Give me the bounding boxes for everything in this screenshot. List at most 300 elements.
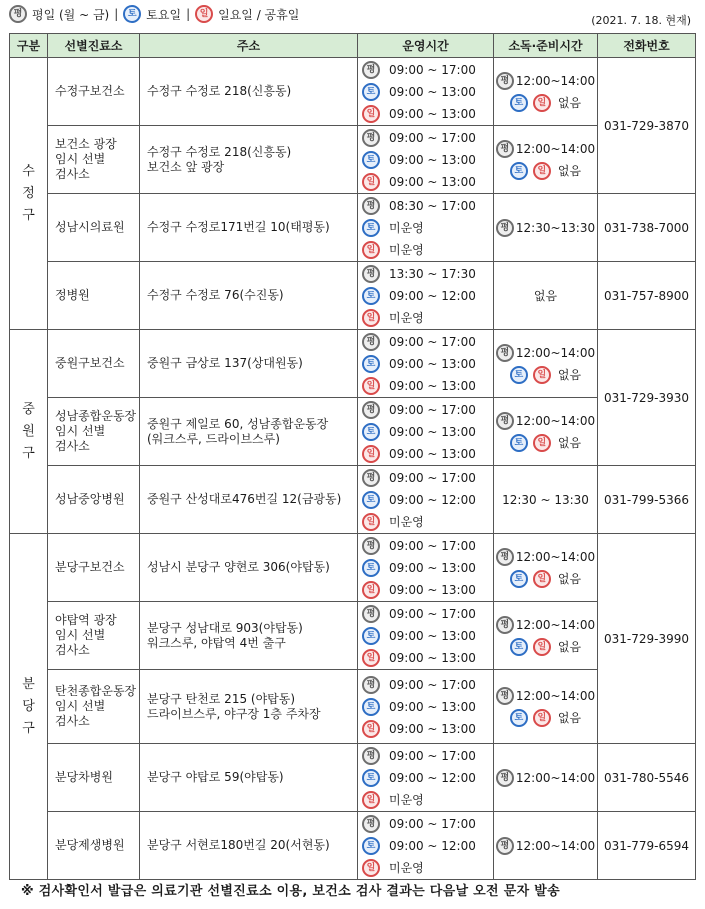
hours-saturday <box>358 81 493 103</box>
disinfection-weekend <box>510 568 581 590</box>
clinic-name: 탄천종합운동장 <box>55 684 137 698</box>
clinic-name: 임시 선별 <box>55 699 106 713</box>
weekday-icon: 평 <box>496 412 514 430</box>
disinfection-weekend-value: 없음 <box>557 368 582 382</box>
disinfection-value: 없음 <box>533 289 558 303</box>
district-label-char: 당 <box>22 698 35 714</box>
weekday-icon: 평 <box>496 616 514 634</box>
hours-holiday-value: 09:00 ~ 13:00 <box>389 106 476 121</box>
district-label-char: 분 <box>22 676 35 692</box>
address-line: 분당구 서현로180번길 20(서현동) <box>147 838 330 852</box>
hours-holiday <box>358 789 493 811</box>
header-hours: 운영시간 <box>358 34 494 58</box>
disinfection-weekday <box>496 70 595 92</box>
hours-saturday-value: 09:00 ~ 13:00 <box>389 628 476 643</box>
saturday-icon: 토 <box>362 151 380 169</box>
phone-cell <box>598 58 696 194</box>
clinic-name: 성남중앙병원 <box>55 492 125 506</box>
hours-saturday <box>358 696 493 718</box>
hours-cell <box>358 58 494 126</box>
hours-cell <box>358 744 494 812</box>
district-cell <box>10 58 48 330</box>
holiday-icon: 일 <box>195 5 213 23</box>
disinfection-cell <box>494 744 598 812</box>
disinfection-weekend <box>510 707 581 729</box>
saturday-icon: 토 <box>510 638 528 656</box>
hours-weekday-value: 09:00 ~ 17:00 <box>389 816 476 831</box>
hours-holiday-value: 미운영 <box>389 515 424 529</box>
header-phone: 전화번호 <box>598 34 696 58</box>
hours-saturday-value: 09:00 ~ 13:00 <box>389 699 476 714</box>
clinic-name-cell <box>48 670 140 744</box>
weekday-icon: 평 <box>496 548 514 566</box>
disinfection-weekday <box>496 410 595 432</box>
hours-weekday-value: 09:00 ~ 17:00 <box>389 538 476 553</box>
address-line: 중원구 산성대로476번길 12(금광동) <box>147 492 342 506</box>
clinic-name: 정병원 <box>55 288 90 302</box>
holiday-icon: 일 <box>362 241 380 259</box>
phone-number: 031-799-5366 <box>603 492 689 507</box>
hours-weekday-value: 09:00 ~ 17:00 <box>389 334 476 349</box>
legend-holiday <box>195 5 299 23</box>
saturday-icon: 토 <box>510 434 528 452</box>
hours-saturday <box>358 625 493 647</box>
disinfection-cell <box>494 398 598 466</box>
address-cell <box>140 126 358 194</box>
weekday-icon: 평 <box>362 265 380 283</box>
district-cell <box>10 330 48 534</box>
hours-saturday <box>358 353 493 375</box>
weekday-icon: 평 <box>496 687 514 705</box>
phone-cell <box>598 534 696 744</box>
hours-saturday <box>358 421 493 443</box>
address-line: 수정구 수정로171번길 10(태평동) <box>147 220 330 234</box>
hours-holiday <box>358 579 493 601</box>
hours-saturday-value: 09:00 ~ 13:00 <box>389 424 476 439</box>
legend-holiday-label: 일요일 / 공휴일 <box>218 7 300 22</box>
saturday-icon: 토 <box>510 709 528 727</box>
clinic-name: 검사소 <box>55 167 90 181</box>
hours-weekday-value: 13:30 ~ 17:30 <box>389 266 476 281</box>
hours-holiday-value: 09:00 ~ 13:00 <box>389 721 476 736</box>
disinfection-schedule <box>494 70 597 114</box>
hours-saturday <box>358 767 493 789</box>
saturday-icon: 토 <box>362 423 380 441</box>
hours-saturday-value: 09:00 ~ 12:00 <box>389 838 476 853</box>
holiday-icon: 일 <box>362 859 380 877</box>
phone-cell <box>598 262 696 330</box>
weekday-icon: 평 <box>362 605 380 623</box>
weekday-icon: 평 <box>362 197 380 215</box>
address-line: 수정구 수정로 218(신흥동) <box>147 84 292 98</box>
address-line: (워크스루, 드라이브스루) <box>147 431 280 446</box>
weekday-icon: 평 <box>496 219 514 237</box>
address-cell <box>140 466 358 534</box>
clinic-name-cell <box>48 398 140 466</box>
disinfection-cell <box>494 602 598 670</box>
clinic-name: 성남종합운동장 <box>55 409 137 423</box>
address-line: 분당구 야탑로 59(야탑동) <box>147 770 284 784</box>
legend-weekday-label: 평일 (월 ~ 금) <box>32 7 110 22</box>
saturday-icon: 토 <box>362 491 380 509</box>
table-row <box>10 398 696 466</box>
hours-holiday <box>358 857 493 879</box>
hours-weekday-value: 09:00 ~ 17:00 <box>389 606 476 621</box>
hours-holiday <box>358 375 493 397</box>
hours-holiday-value: 09:00 ~ 13:00 <box>389 650 476 665</box>
district-label-char: 구 <box>22 445 35 461</box>
hours-weekday <box>358 674 493 696</box>
hours-holiday-value: 09:00 ~ 13:00 <box>389 174 476 189</box>
legend-weekday <box>9 5 109 23</box>
disinfection-weekday <box>496 685 595 707</box>
disinfection-weekday-value: 12:00~14:00 <box>515 73 596 88</box>
address-line: 분당구 성남대로 903(야탑동) <box>147 620 303 635</box>
weekday-icon: 평 <box>362 61 380 79</box>
hours-saturday <box>358 285 493 307</box>
disinfection-schedule <box>494 342 597 386</box>
legend-separator: | <box>114 7 119 21</box>
hours-weekday <box>358 195 493 217</box>
district-label-char: 정 <box>22 185 35 201</box>
clinic-name: 검사소 <box>55 643 90 657</box>
address-cell <box>140 670 358 744</box>
weekday-icon: 평 <box>9 5 27 23</box>
disinfection-schedule <box>494 769 597 787</box>
address-line: 드라이브스루, 야구장 1층 주차장 <box>147 706 321 721</box>
hours-weekday <box>358 127 493 149</box>
hours-cell <box>358 466 494 534</box>
hours-saturday-value: 09:00 ~ 12:00 <box>389 770 476 785</box>
header-row <box>10 34 696 58</box>
disinfection-weekend <box>510 432 581 454</box>
clinic-name: 성남시의료원 <box>55 220 125 234</box>
disinfection-weekday <box>496 614 595 636</box>
saturday-icon: 토 <box>510 366 528 384</box>
hours-weekday <box>358 59 493 81</box>
saturday-icon: 토 <box>123 5 141 23</box>
district-label-char: 수 <box>22 163 35 179</box>
clinic-name-cell <box>48 126 140 194</box>
disinfection-weekday-value: 12:00~14:00 <box>515 770 596 785</box>
address-cell <box>140 262 358 330</box>
holiday-icon: 일 <box>362 513 380 531</box>
hours-saturday-value: 미운영 <box>389 221 424 235</box>
phone-cell <box>598 194 696 262</box>
header-clinic: 선별진료소 <box>48 34 140 58</box>
disinfection-weekday-value: 12:00~14:00 <box>515 617 596 632</box>
disinfection-cell <box>494 58 598 126</box>
phone-number: 031-729-3930 <box>603 390 689 405</box>
saturday-icon: 토 <box>362 769 380 787</box>
weekday-icon: 평 <box>362 747 380 765</box>
hours-weekday <box>358 535 493 557</box>
phone-number: 031-729-3870 <box>603 118 689 133</box>
disinfection-schedule <box>494 138 597 182</box>
phone-number: 031-729-3990 <box>603 631 689 646</box>
clinic-name: 야탑역 광장 <box>55 613 117 627</box>
hours-cell <box>358 194 494 262</box>
footnote: ※ 검사확인서 발급은 의료기관 선별진료소 이용, 보건소 검사 결과는 다음날 오전 문자 발송 <box>21 884 560 899</box>
hours-weekday-value: 09:00 ~ 17:00 <box>389 402 476 417</box>
hours-weekday <box>358 603 493 625</box>
saturday-icon: 토 <box>362 219 380 237</box>
hours-holiday <box>358 647 493 669</box>
disinfection-weekday <box>496 138 595 160</box>
hours-cell <box>358 262 494 330</box>
table-row <box>10 602 696 670</box>
table-row <box>10 126 696 194</box>
disinfection-schedule <box>494 219 597 237</box>
phone-cell <box>598 466 696 534</box>
disinfection-weekend-value: 없음 <box>557 572 582 586</box>
disinfection-weekday <box>496 219 595 237</box>
weekday-icon: 평 <box>362 401 380 419</box>
clinic-name-cell <box>48 534 140 602</box>
clinic-name: 보건소 광장 <box>55 137 117 151</box>
address-cell <box>140 602 358 670</box>
address-line: 수정구 수정로 76(수진동) <box>147 288 284 302</box>
holiday-icon: 일 <box>533 366 551 384</box>
hours-holiday <box>358 718 493 740</box>
clinic-name: 분당차병원 <box>55 770 113 784</box>
clinic-name: 임시 선별 <box>55 424 106 438</box>
hours-holiday <box>358 239 493 261</box>
header-address: 주소 <box>140 34 358 58</box>
clinic-name: 분당구보건소 <box>55 560 125 574</box>
disinfection-weekend-value: 없음 <box>557 164 582 178</box>
address-cell <box>140 194 358 262</box>
disinfection-schedule <box>494 614 597 658</box>
hours-saturday <box>358 557 493 579</box>
hours-holiday <box>358 307 493 329</box>
disinfection-weekend-value: 없음 <box>557 96 582 110</box>
weekday-icon: 평 <box>496 837 514 855</box>
header-disinfection: 소독·준비시간 <box>494 34 598 58</box>
table-row <box>10 812 696 880</box>
hours-saturday-value: 09:00 ~ 13:00 <box>389 356 476 371</box>
disinfection-weekday-value: 12:00~14:00 <box>515 549 596 564</box>
disinfection-cell <box>494 262 598 330</box>
phone-number: 031-780-5546 <box>603 770 689 785</box>
holiday-icon: 일 <box>362 720 380 738</box>
weekday-icon: 평 <box>362 469 380 487</box>
hours-saturday-value: 09:00 ~ 13:00 <box>389 560 476 575</box>
holiday-icon: 일 <box>533 709 551 727</box>
hours-saturday-value: 09:00 ~ 12:00 <box>389 288 476 303</box>
hours-weekday <box>358 745 493 767</box>
holiday-icon: 일 <box>362 791 380 809</box>
hours-saturday <box>358 835 493 857</box>
clinic-name-cell <box>48 262 140 330</box>
disinfection-weekday-value: 12:00~14:00 <box>515 688 596 703</box>
hours-saturday-value: 09:00 ~ 12:00 <box>389 492 476 507</box>
clinic-name-cell <box>48 602 140 670</box>
clinic-name: 분당제생병원 <box>55 838 125 852</box>
hours-weekday <box>358 467 493 489</box>
hours-weekday-value: 09:00 ~ 17:00 <box>389 748 476 763</box>
weekday-icon: 평 <box>362 129 380 147</box>
disinfection-schedule <box>494 837 597 855</box>
phone-cell <box>598 330 696 466</box>
hours-cell <box>358 534 494 602</box>
disinfection-weekday-value: 12:00~14:00 <box>515 141 596 156</box>
clinic-table <box>9 33 696 880</box>
address-line: 성남시 분당구 양현로 306(야탑동) <box>147 560 330 574</box>
hours-holiday-value: 미운영 <box>389 793 424 807</box>
clinic-name: 임시 선별 <box>55 628 106 642</box>
address-line: 워크스루, 야탑역 4번 출구 <box>147 635 286 650</box>
phone-number: 031-779-6594 <box>603 838 689 853</box>
hours-weekday-value: 09:00 ~ 17:00 <box>389 130 476 145</box>
disinfection-weekend <box>510 364 581 386</box>
table-row <box>10 466 696 534</box>
address-line: 보건소 앞 광장 <box>147 159 225 174</box>
district-label-char: 구 <box>22 720 35 736</box>
disinfection-value: 12:30 ~ 13:30 <box>502 492 589 507</box>
hours-holiday <box>358 171 493 193</box>
phone-cell <box>598 812 696 880</box>
hours-holiday-value: 미운영 <box>389 243 424 257</box>
address-line: 중원구 제일로 60, 성남종합운동장 <box>147 416 329 431</box>
disinfection-weekday-value: 12:00~14:00 <box>515 413 596 428</box>
hours-holiday <box>358 511 493 533</box>
legend-separator: | <box>186 7 191 21</box>
hours-weekday <box>358 331 493 353</box>
disinfection-weekend <box>510 160 581 182</box>
address-line: 중원구 금상로 137(상대원동) <box>147 356 303 370</box>
disinfection-schedule <box>494 546 597 590</box>
saturday-icon: 토 <box>362 698 380 716</box>
holiday-icon: 일 <box>362 581 380 599</box>
disinfection-weekday <box>496 837 595 855</box>
legend-saturday <box>123 5 181 23</box>
saturday-icon: 토 <box>510 570 528 588</box>
disinfection-weekday-value: 12:30~13:30 <box>515 220 596 235</box>
hours-holiday-value: 미운영 <box>389 861 424 875</box>
disinfection-schedule <box>494 685 597 729</box>
disinfection-cell <box>494 194 598 262</box>
address-cell <box>140 534 358 602</box>
holiday-icon: 일 <box>362 649 380 667</box>
hours-weekday-value: 08:30 ~ 17:00 <box>389 198 476 213</box>
holiday-icon: 일 <box>533 162 551 180</box>
clinic-name: 중원구보건소 <box>55 356 125 370</box>
disinfection-cell <box>494 534 598 602</box>
table-row <box>10 194 696 262</box>
disinfection-weekend-value: 없음 <box>557 436 582 450</box>
district-cell <box>10 534 48 880</box>
saturday-icon: 토 <box>362 559 380 577</box>
holiday-icon: 일 <box>533 570 551 588</box>
legend <box>9 3 299 25</box>
address-cell <box>140 744 358 812</box>
hours-holiday-value: 09:00 ~ 13:00 <box>389 378 476 393</box>
clinic-name-cell <box>48 744 140 812</box>
hours-weekday-value: 09:00 ~ 17:00 <box>389 62 476 77</box>
table-row <box>10 534 696 602</box>
district-label-char: 중 <box>22 401 35 417</box>
weekday-icon: 평 <box>362 676 380 694</box>
hours-cell <box>358 670 494 744</box>
disinfection-weekend <box>510 92 581 114</box>
disinfection-cell <box>494 330 598 398</box>
clinic-name: 검사소 <box>55 714 90 728</box>
hours-holiday-value: 09:00 ~ 13:00 <box>389 582 476 597</box>
saturday-icon: 토 <box>510 94 528 112</box>
disinfection-weekday <box>496 546 595 568</box>
hours-cell <box>358 602 494 670</box>
hours-saturday <box>358 149 493 171</box>
hours-saturday <box>358 217 493 239</box>
clinic-name: 수정구보건소 <box>55 84 125 98</box>
legend-saturday-label: 토요일 <box>146 7 182 22</box>
header-category: 구분 <box>10 34 48 58</box>
table-row <box>10 670 696 744</box>
disinfection-cell <box>494 466 598 534</box>
saturday-icon: 토 <box>362 355 380 373</box>
disinfection-weekend-value: 없음 <box>557 640 582 654</box>
hours-cell <box>358 330 494 398</box>
address-cell <box>140 58 358 126</box>
clinic-name-cell <box>48 58 140 126</box>
holiday-icon: 일 <box>362 309 380 327</box>
disinfection-weekday <box>496 342 595 364</box>
saturday-icon: 토 <box>362 837 380 855</box>
phone-number: 031-757-8900 <box>603 288 689 303</box>
hours-weekday-value: 09:00 ~ 17:00 <box>389 677 476 692</box>
saturday-icon: 토 <box>362 287 380 305</box>
phone-number: 031-738-7000 <box>603 220 689 235</box>
hours-weekday-value: 09:00 ~ 17:00 <box>389 470 476 485</box>
hours-cell <box>358 398 494 466</box>
hours-cell <box>358 812 494 880</box>
saturday-icon: 토 <box>362 627 380 645</box>
table-row <box>10 262 696 330</box>
disinfection-weekday <box>496 769 595 787</box>
disinfection-weekday-value: 12:00~14:00 <box>515 345 596 360</box>
disinfection-schedule <box>494 410 597 454</box>
clinic-name-cell <box>48 812 140 880</box>
address-line: 분당구 탄천로 215 (야탑동) <box>147 691 296 706</box>
weekday-icon: 평 <box>362 815 380 833</box>
holiday-icon: 일 <box>362 445 380 463</box>
hours-saturday <box>358 489 493 511</box>
disinfection-weekday-value: 12:00~14:00 <box>515 838 596 853</box>
disinfection-weekend-value: 없음 <box>557 711 582 725</box>
clinic-name-cell <box>48 194 140 262</box>
phone-cell <box>598 744 696 812</box>
holiday-icon: 일 <box>362 377 380 395</box>
disinfection-weekend <box>510 636 581 658</box>
disinfection-cell <box>494 812 598 880</box>
hours-weekday <box>358 813 493 835</box>
table-row <box>10 744 696 812</box>
holiday-icon: 일 <box>533 94 551 112</box>
address-cell <box>140 330 358 398</box>
clinic-name-cell <box>48 330 140 398</box>
weekday-icon: 평 <box>496 344 514 362</box>
weekday-icon: 평 <box>362 333 380 351</box>
hours-holiday <box>358 443 493 465</box>
hours-weekday <box>358 399 493 421</box>
holiday-icon: 일 <box>362 173 380 191</box>
hours-holiday-value: 미운영 <box>389 311 424 325</box>
disinfection-cell <box>494 126 598 194</box>
clinic-name-cell <box>48 466 140 534</box>
weekday-icon: 평 <box>496 140 514 158</box>
holiday-icon: 일 <box>533 434 551 452</box>
